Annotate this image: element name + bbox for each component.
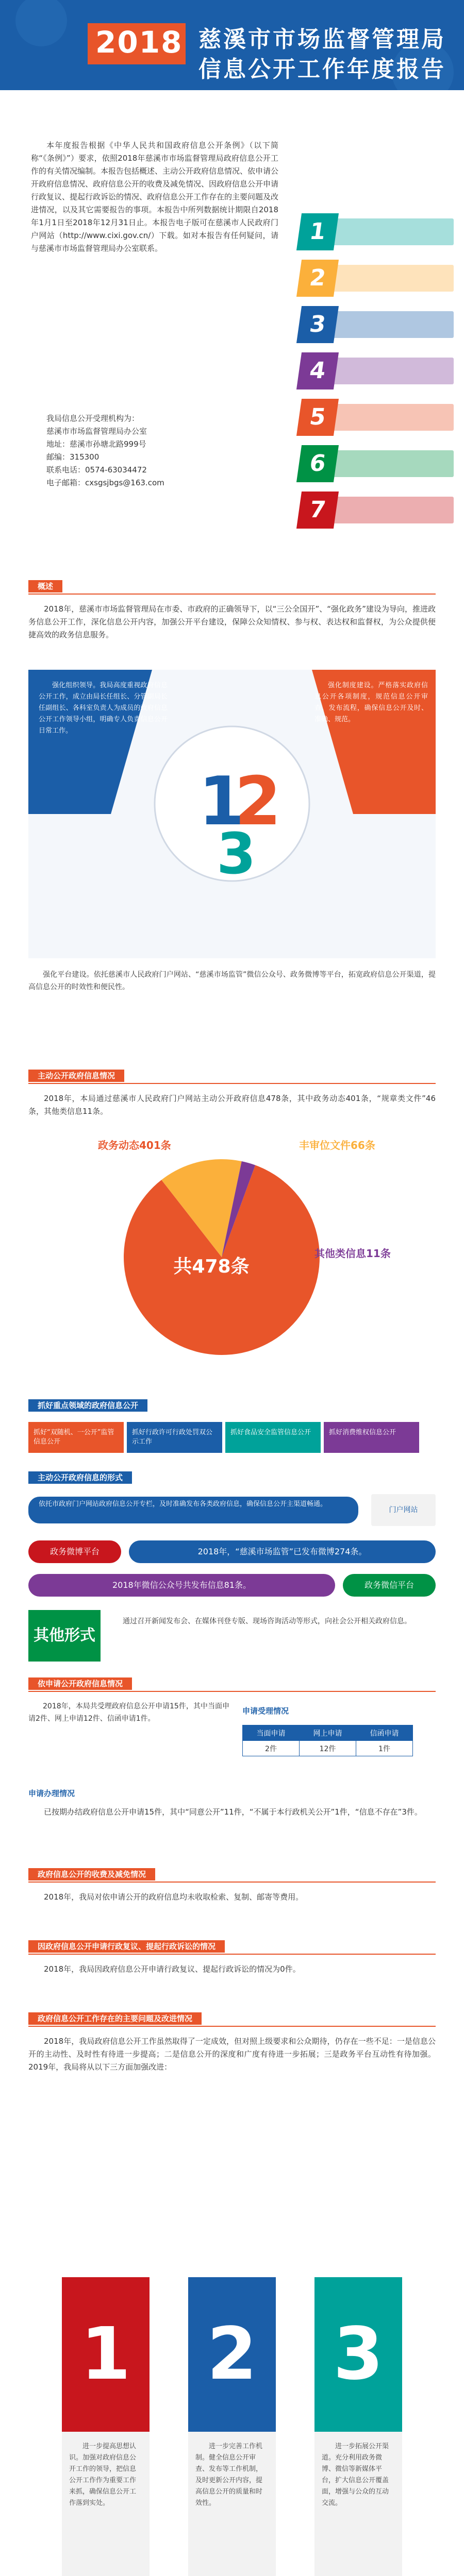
hot-items-list — [28, 1422, 436, 1456]
overview-item-1: 强化组织领导。我局高度重视政府信息公开工作，成立由局长任组长、分管副局长任副组长、各科室负责人为成员的政府信息公开工作领导小组，明确专人负责信息公开日常工作。 — [39, 682, 168, 735]
pillar-text: 进一步完善工作机制。健全信息公开审查、发布等工作机制，及时更新公开内容，提高信息公开的质量和时效性。 — [188, 2432, 276, 2576]
improvement-pillar-3 — [314, 2277, 402, 2576]
weibo-channel-row: 2018年，“慈溪市场监管”已发布微博274条。 — [129, 1540, 436, 1563]
hot-item: 抓好消费维权信息公开 — [324, 1422, 419, 1453]
handling-paragraph: 已按期办结政府信息公开申请15件，其中“同意公开”11件，“不属于本行政机关公开”1件，“信息不存在”3件。 — [44, 1807, 422, 1817]
hot-item: 抓好行政许可行政处罚双公示工作 — [127, 1422, 222, 1453]
disclosure-channels — [0, 1468, 464, 1669]
toc-bar — [319, 404, 454, 431]
other-forms-label: 其他形式 — [28, 1610, 101, 1662]
pie-chart-svg — [93, 1128, 391, 1376]
toc-number: 6 — [296, 445, 339, 482]
table-cell: 2件 — [243, 1741, 300, 1756]
toc-item — [299, 211, 454, 251]
pie-data-label: 丰审位文件66条 — [299, 1139, 375, 1151]
section-divider — [28, 1954, 436, 1955]
contact-line: 慈溪市市场监督管理局办公室 — [46, 427, 147, 436]
table-of-contents — [299, 211, 454, 536]
overview-item-2: 强化制度建设。严格落实政府信息公开各项制度，规范信息公开审查、发布流程，确保信息公开及时、准确、规范。 — [314, 682, 428, 723]
toc-bar — [319, 450, 454, 477]
section-title: 主动公开政府信息的形式 — [28, 1471, 132, 1484]
receive-paragraph: 2018年，本局共受理政府信息公开申请15件，其中当面申请2件、网上申请12件、信函申请1件。 — [28, 1702, 229, 1723]
request-type-table — [242, 1725, 413, 1756]
report-header — [0, 0, 464, 90]
section-title-bar — [0, 1865, 464, 1884]
contact-line: 联系电话：0574-63034472 — [46, 465, 147, 474]
report-title-line2: 信息公开工作年度报告 — [198, 56, 446, 82]
section-title: 因政府信息公开申请行政复议、提起行政诉讼的情况 — [28, 1940, 225, 1953]
intro-section — [0, 90, 464, 572]
receive-subtitle: 申请受理情况 — [242, 1706, 289, 1716]
toc-bar — [319, 358, 454, 384]
section-divider — [28, 2026, 436, 2027]
section-title-bar — [0, 2009, 464, 2028]
improvement-section — [0, 2226, 464, 2576]
toc-number: 3 — [296, 306, 339, 343]
section-divider — [28, 1691, 436, 1692]
disclosure-pie-chart — [93, 1128, 391, 1376]
contact-block — [31, 412, 278, 489]
pie-data-label: 政务动态401条 — [98, 1139, 171, 1151]
section-title-bar — [0, 1468, 464, 1487]
section-divider — [28, 1882, 436, 1883]
section-title: 主动公开政府信息情况 — [28, 1070, 124, 1082]
report-title-line1: 慈溪市市场监督管理局 — [198, 26, 446, 53]
section-title-bar — [0, 1066, 464, 1085]
toc-item — [299, 489, 454, 530]
improvement-pillar-1 — [62, 2277, 150, 2576]
hot-item: 抓好食品安全监管信息公开 — [225, 1422, 321, 1453]
pie-total-label: 共478条 — [173, 1256, 250, 1277]
report-year: 2018 — [95, 25, 183, 60]
intro-paragraph: 本年度报告根据《中华人民共和国政府信息公开条例》（以下简称“《条例》”）要求，依照2018年慈溪市市场监督管理局政府信息公开工作的有关情况编制。本报告包括概述、主动公开政府信息情况、依申请公开政府信息情况、政府信息公开的收费及减免情况、因政府信息公开申请行政复议、提起行政诉讼的情况、政府信息公开工作存在的主要问题及改进情况，以及其它需要报告的事项。本报告中所列数据统计期限自2018年1月1日至2018年12月31日止。本报告电子版可在慈溪市人民政府门户网站（http://www.cixi.gov.cn/）下载。如对本报告有任何疑问，请与慈溪市市场监督管理局办公室联系。 — [31, 141, 279, 253]
pillar-number: 3 — [333, 2312, 384, 2396]
overview-section — [0, 572, 464, 1061]
toc-item — [299, 258, 454, 298]
table-cell: 1件 — [356, 1741, 413, 1756]
pillar-text: 进一步拓展公开渠道。充分利用政务微博、微信等新媒体平台，扩大信息公开覆盖面，增强与公众的互动交流。 — [314, 2432, 402, 2576]
appeal-paragraph: 2018年，我局因政府信息公开申请行政复议、提起行政诉讼的情况为0件。 — [44, 1964, 301, 1974]
section-title: 政府信息公开的收费及减免情况 — [28, 1868, 155, 1880]
section-divider — [28, 1083, 436, 1084]
active-disclosure-section — [0, 1061, 464, 1669]
portal-label: 门户网站 — [371, 1494, 436, 1526]
wechat-label: 政务微信平台 — [343, 1574, 436, 1597]
table-header: 网上申请 — [300, 1725, 356, 1741]
stats-lead-paragraph: 2018年，本局通过慈溪市人民政府门户网站主动公开政府信息478条，其中政务动态401条，“规章类文件”46条，其他类信息11条。 — [28, 1094, 436, 1116]
svg-text:1: 1 — [198, 762, 245, 840]
overview-item-3: 强化平台建设。依托慈溪市人民政府门户网站、“慈溪市场监管”微信公众号、政务微博等平台，拓宽政府信息公开渠道，提高信息公开的时效性和便民性。 — [28, 971, 436, 991]
toc-number: 1 — [296, 213, 339, 250]
pillar-number: 2 — [207, 2312, 257, 2396]
toc-number: 7 — [296, 492, 339, 529]
toc-bar — [319, 218, 454, 245]
hot-item: 抓好“双随机、一公开”监管信息公开 — [28, 1422, 124, 1453]
toc-number: 2 — [296, 260, 339, 297]
wechat-channel-row: 2018年微信公众号共发布信息81条。 — [28, 1574, 335, 1597]
contact-line: 邮编：315300 — [46, 452, 100, 462]
toc-number: 5 — [296, 399, 339, 436]
weibo-label: 政务微博平台 — [28, 1540, 121, 1563]
svg-text:3: 3 — [217, 821, 256, 887]
other-forms-text: 通过召开新闻发布会、在媒体刊登专版、现场咨询活动等形式，向社会公开相关政府信息。 — [123, 1617, 411, 1625]
request-disclosure-section — [0, 1669, 464, 2226]
toc-item — [299, 443, 454, 483]
fee-paragraph: 2018年，我局对依申请公开的政府信息均未收取检索、复制、邮寄等费用。 — [44, 1892, 304, 1902]
toc-item — [299, 397, 454, 437]
section-title-bar — [0, 577, 464, 596]
contact-line: 我局信息公开受理机构为： — [46, 414, 140, 423]
table-cell: 12件 — [300, 1741, 356, 1756]
pillar-number: 1 — [80, 2312, 131, 2396]
contact-line: 电子邮箱：cxsgsjbgs@163.com — [46, 478, 164, 487]
section-title-bar — [0, 1937, 464, 1956]
section-title: 概述 — [28, 580, 62, 592]
toc-number: 4 — [296, 352, 339, 389]
section-title-bar — [0, 1674, 464, 1693]
toc-bar — [319, 497, 454, 523]
toc-item — [299, 350, 454, 391]
section-title: 依申请公开政府信息情况 — [28, 1677, 132, 1690]
pie-data-label: 其他类信息11条 — [314, 1247, 391, 1260]
toc-item — [299, 304, 454, 344]
toc-bar — [319, 311, 454, 338]
table-header: 信函申请 — [356, 1725, 413, 1741]
section-title: 政府信息公开工作存在的主要问题及改进情况 — [28, 2012, 202, 2025]
improvement-pillar-2 — [188, 2277, 276, 2576]
section-title: 抓好重点领域的政府信息公开 — [28, 1399, 147, 1412]
section-divider — [28, 594, 436, 595]
handling-subtitle: 申请办理情况 — [28, 1789, 75, 1798]
toc-bar — [319, 265, 454, 292]
portal-channel-row: 依托市政府门户网站政府信息公开专栏，及时准确发布各类政府信息，确保信息公开主渠道畅通。 — [28, 1497, 358, 1523]
section-title-bar — [0, 1396, 464, 1415]
pillar-text: 进一步提高思想认识。加强对政府信息公开工作的领导，把信息公开工作作为重要工作来抓，确保信息公开工作落到实处。 — [62, 2432, 150, 2576]
overview-paragraph: 2018年，慈溪市市场监督管理局在市委、市政府的正确领导下，以“三公全国开”、“强化政务”建设为导向，推进政务信息公开工作，深化信息公开内容，加强公开平台建设，保障公众知情权、参与权、表达权和监督权，为公众提供便捷高效的政务信息服务。 — [28, 604, 436, 639]
contact-line: 地址：慈溪市孙塘北路999号 — [46, 439, 146, 449]
svg-text:2: 2 — [235, 762, 281, 840]
table-header: 当面申请 — [243, 1725, 300, 1741]
problem-paragraph: 2018年，我局政府信息公开工作虽然取得了一定成效，但对照上级要求和公众期待，仍存在一些不足：一是信息公开的主动性、及时性有待进一步提高；二是信息公开的深度和广度有待进一步拓展；三是政务平台互动性有待加强。2019年，我局将从以下三方面加强改进： — [28, 2037, 436, 2072]
